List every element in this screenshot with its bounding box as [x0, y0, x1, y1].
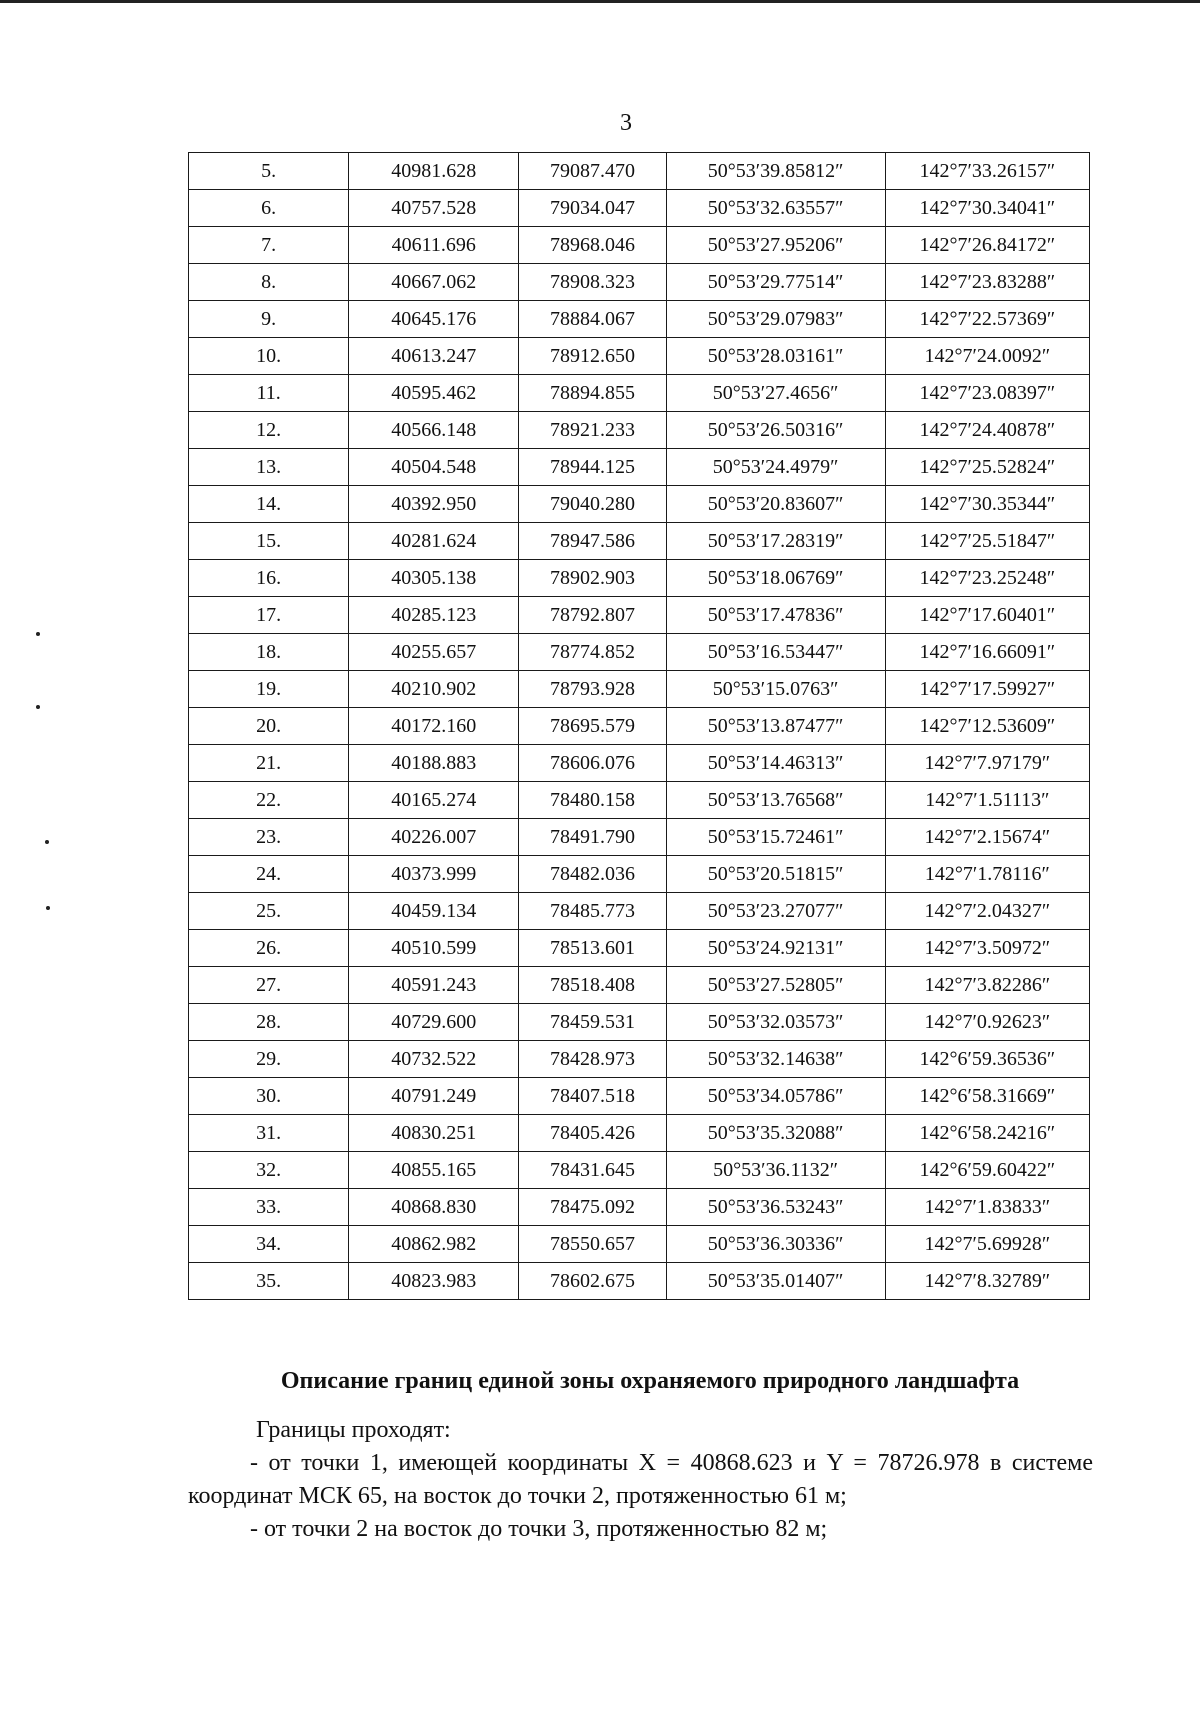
- table-row: [189, 1152, 1090, 1189]
- point-number-cell: 20.: [189, 708, 349, 745]
- longitude-cell: 142°7′3.50972″: [885, 930, 1089, 967]
- latitude-cell: 50°53′15.72461″: [666, 819, 885, 856]
- point-number-cell: 10.: [189, 338, 349, 375]
- y-coordinate-cell: 78518.408: [519, 967, 666, 1004]
- y-coordinate-cell: 78912.650: [519, 338, 666, 375]
- latitude-cell: 50°53′32.03573″: [666, 1004, 885, 1041]
- y-coordinate-cell: 78602.675: [519, 1263, 666, 1300]
- x-coordinate-cell: 40667.062: [349, 264, 519, 301]
- table-row: [189, 301, 1090, 338]
- table-row: [189, 449, 1090, 486]
- scan-speck: [45, 840, 49, 844]
- longitude-cell: 142°7′17.59927″: [885, 671, 1089, 708]
- table-row: [189, 412, 1090, 449]
- point-number-cell: 31.: [189, 1115, 349, 1152]
- x-coordinate-cell: 40172.160: [349, 708, 519, 745]
- point-number-cell: 29.: [189, 1041, 349, 1078]
- y-coordinate-cell: 78428.973: [519, 1041, 666, 1078]
- longitude-cell: 142°7′30.34041″: [885, 190, 1089, 227]
- point-number-cell: 9.: [189, 301, 349, 338]
- table-row: [189, 1078, 1090, 1115]
- longitude-cell: 142°7′7.97179″: [885, 745, 1089, 782]
- longitude-cell: 142°7′5.69928″: [885, 1226, 1089, 1263]
- point-number-cell: 17.: [189, 597, 349, 634]
- x-coordinate-cell: 40305.138: [349, 560, 519, 597]
- longitude-cell: 142°7′30.35344″: [885, 486, 1089, 523]
- table-row: [189, 634, 1090, 671]
- y-coordinate-cell: 78793.928: [519, 671, 666, 708]
- latitude-cell: 50°53′29.07983″: [666, 301, 885, 338]
- latitude-cell: 50°53′24.4979″: [666, 449, 885, 486]
- latitude-cell: 50°53′20.83607″: [666, 486, 885, 523]
- y-coordinate-cell: 78968.046: [519, 227, 666, 264]
- point-number-cell: 12.: [189, 412, 349, 449]
- longitude-cell: 142°7′26.84172″: [885, 227, 1089, 264]
- y-coordinate-cell: 78480.158: [519, 782, 666, 819]
- point-number-cell: 35.: [189, 1263, 349, 1300]
- longitude-cell: 142°7′23.08397″: [885, 375, 1089, 412]
- longitude-cell: 142°7′25.52824″: [885, 449, 1089, 486]
- point-number-cell: 24.: [189, 856, 349, 893]
- point-number-cell: 6.: [189, 190, 349, 227]
- y-coordinate-cell: 78407.518: [519, 1078, 666, 1115]
- x-coordinate-cell: 40504.548: [349, 449, 519, 486]
- x-coordinate-cell: 40791.249: [349, 1078, 519, 1115]
- latitude-cell: 50°53′17.47836″: [666, 597, 885, 634]
- y-coordinate-cell: 79034.047: [519, 190, 666, 227]
- table-row: [189, 264, 1090, 301]
- x-coordinate-cell: 40188.883: [349, 745, 519, 782]
- point-number-cell: 14.: [189, 486, 349, 523]
- point-number-cell: 32.: [189, 1152, 349, 1189]
- point-number-cell: 27.: [189, 967, 349, 1004]
- y-coordinate-cell: 78513.601: [519, 930, 666, 967]
- latitude-cell: 50°53′16.53447″: [666, 634, 885, 671]
- boundary-description: [188, 1414, 1093, 1546]
- longitude-cell: 142°7′23.83288″: [885, 264, 1089, 301]
- x-coordinate-cell: 40255.657: [349, 634, 519, 671]
- point-number-cell: 30.: [189, 1078, 349, 1115]
- y-coordinate-cell: 78405.426: [519, 1115, 666, 1152]
- x-coordinate-cell: 40566.148: [349, 412, 519, 449]
- y-coordinate-cell: 78606.076: [519, 745, 666, 782]
- point-number-cell: 22.: [189, 782, 349, 819]
- longitude-cell: 142°7′2.04327″: [885, 893, 1089, 930]
- y-coordinate-cell: 78459.531: [519, 1004, 666, 1041]
- y-coordinate-cell: 78792.807: [519, 597, 666, 634]
- table-row: [189, 597, 1090, 634]
- x-coordinate-cell: 40830.251: [349, 1115, 519, 1152]
- point-number-cell: 11.: [189, 375, 349, 412]
- section-heading: Описание границ единой зоны охраняемого природного ландшафта: [280, 1368, 1020, 1394]
- table-row: [189, 560, 1090, 597]
- x-coordinate-cell: 40981.628: [349, 153, 519, 190]
- table-row: [189, 856, 1090, 893]
- longitude-cell: 142°7′0.92623″: [885, 1004, 1089, 1041]
- x-coordinate-cell: 40281.624: [349, 523, 519, 560]
- scan-speck: [36, 705, 40, 709]
- latitude-cell: 50°53′27.95206″: [666, 227, 885, 264]
- latitude-cell: 50°53′35.01407″: [666, 1263, 885, 1300]
- latitude-cell: 50°53′27.52805″: [666, 967, 885, 1004]
- boundary-item: - от точки 2 на восток до точки 3, протяженностью 82 м;: [250, 1516, 828, 1542]
- latitude-cell: 50°53′36.30336″: [666, 1226, 885, 1263]
- scan-top-edge: [0, 0, 1200, 3]
- longitude-cell: 142°6′58.24216″: [885, 1115, 1089, 1152]
- table-row: [189, 486, 1090, 523]
- latitude-cell: 50°53′39.85812″: [666, 153, 885, 190]
- x-coordinate-cell: 40868.830: [349, 1189, 519, 1226]
- longitude-cell: 142°7′25.51847″: [885, 523, 1089, 560]
- y-coordinate-cell: 78921.233: [519, 412, 666, 449]
- point-number-cell: 16.: [189, 560, 349, 597]
- point-number-cell: 26.: [189, 930, 349, 967]
- longitude-cell: 142°7′12.53609″: [885, 708, 1089, 745]
- point-number-cell: 8.: [189, 264, 349, 301]
- point-number-cell: 7.: [189, 227, 349, 264]
- longitude-cell: 142°7′8.32789″: [885, 1263, 1089, 1300]
- point-number-cell: 19.: [189, 671, 349, 708]
- latitude-cell: 50°53′23.27077″: [666, 893, 885, 930]
- latitude-cell: 50°53′36.1132″: [666, 1152, 885, 1189]
- table-row: [189, 1226, 1090, 1263]
- longitude-cell: 142°7′24.0092″: [885, 338, 1089, 375]
- page-number: 3: [620, 110, 632, 136]
- point-number-cell: 33.: [189, 1189, 349, 1226]
- latitude-cell: 50°53′36.53243″: [666, 1189, 885, 1226]
- point-number-cell: 23.: [189, 819, 349, 856]
- x-coordinate-cell: 40862.982: [349, 1226, 519, 1263]
- latitude-cell: 50°53′35.32088″: [666, 1115, 885, 1152]
- longitude-cell: 142°6′58.31669″: [885, 1078, 1089, 1115]
- y-coordinate-cell: 78908.323: [519, 264, 666, 301]
- y-coordinate-cell: 78902.903: [519, 560, 666, 597]
- longitude-cell: 142°7′16.66091″: [885, 634, 1089, 671]
- y-coordinate-cell: 78695.579: [519, 708, 666, 745]
- x-coordinate-cell: 40392.950: [349, 486, 519, 523]
- latitude-cell: 50°53′20.51815″: [666, 856, 885, 893]
- y-coordinate-cell: 79040.280: [519, 486, 666, 523]
- latitude-cell: 50°53′13.87477″: [666, 708, 885, 745]
- latitude-cell: 50°53′13.76568″: [666, 782, 885, 819]
- table-row: [189, 375, 1090, 412]
- table-row: [189, 190, 1090, 227]
- y-coordinate-cell: 78947.586: [519, 523, 666, 560]
- boundary-intro: Границы проходят:: [256, 1417, 451, 1443]
- latitude-cell: 50°53′29.77514″: [666, 264, 885, 301]
- boundary-item: - от точки 1, имеющей координаты X = 40868.623 и Y = 78726.978 в системе координат МСК 65, на восток до точки 2, протяженностью 61 м;: [188, 1450, 1093, 1509]
- table-row: [189, 930, 1090, 967]
- longitude-cell: 142°7′1.51113″: [885, 782, 1089, 819]
- x-coordinate-cell: 40210.902: [349, 671, 519, 708]
- point-number-cell: 34.: [189, 1226, 349, 1263]
- latitude-cell: 50°53′26.50316″: [666, 412, 885, 449]
- x-coordinate-cell: 40823.983: [349, 1263, 519, 1300]
- x-coordinate-cell: 40510.599: [349, 930, 519, 967]
- y-coordinate-cell: 78485.773: [519, 893, 666, 930]
- coordinates-table: [188, 152, 1090, 1300]
- x-coordinate-cell: 40611.696: [349, 227, 519, 264]
- table-row: [189, 338, 1090, 375]
- table-row: [189, 745, 1090, 782]
- x-coordinate-cell: 40645.176: [349, 301, 519, 338]
- point-number-cell: 28.: [189, 1004, 349, 1041]
- x-coordinate-cell: 40729.600: [349, 1004, 519, 1041]
- latitude-cell: 50°53′14.46313″: [666, 745, 885, 782]
- table-row: [189, 893, 1090, 930]
- longitude-cell: 142°6′59.60422″: [885, 1152, 1089, 1189]
- latitude-cell: 50°53′32.14638″: [666, 1041, 885, 1078]
- y-coordinate-cell: 78550.657: [519, 1226, 666, 1263]
- y-coordinate-cell: 78491.790: [519, 819, 666, 856]
- latitude-cell: 50°53′15.0763″: [666, 671, 885, 708]
- table-row: [189, 782, 1090, 819]
- longitude-cell: 142°7′24.40878″: [885, 412, 1089, 449]
- latitude-cell: 50°53′17.28319″: [666, 523, 885, 560]
- table-row: [189, 153, 1090, 190]
- point-number-cell: 5.: [189, 153, 349, 190]
- longitude-cell: 142°7′3.82286″: [885, 967, 1089, 1004]
- x-coordinate-cell: 40757.528: [349, 190, 519, 227]
- longitude-cell: 142°7′1.83833″: [885, 1189, 1089, 1226]
- point-number-cell: 21.: [189, 745, 349, 782]
- y-coordinate-cell: 78884.067: [519, 301, 666, 338]
- longitude-cell: 142°6′59.36536″: [885, 1041, 1089, 1078]
- point-number-cell: 25.: [189, 893, 349, 930]
- table-row: [189, 523, 1090, 560]
- longitude-cell: 142°7′2.15674″: [885, 819, 1089, 856]
- longitude-cell: 142°7′22.57369″: [885, 301, 1089, 338]
- y-coordinate-cell: 78774.852: [519, 634, 666, 671]
- table-row: [189, 1041, 1090, 1078]
- scan-speck: [46, 906, 50, 910]
- y-coordinate-cell: 78431.645: [519, 1152, 666, 1189]
- table-row: [189, 708, 1090, 745]
- longitude-cell: 142°7′23.25248″: [885, 560, 1089, 597]
- latitude-cell: 50°53′34.05786″: [666, 1078, 885, 1115]
- table-row: [189, 819, 1090, 856]
- y-coordinate-cell: 78894.855: [519, 375, 666, 412]
- table-row: [189, 1115, 1090, 1152]
- table-row: [189, 1004, 1090, 1041]
- x-coordinate-cell: 40732.522: [349, 1041, 519, 1078]
- longitude-cell: 142°7′33.26157″: [885, 153, 1089, 190]
- latitude-cell: 50°53′32.63557″: [666, 190, 885, 227]
- table-row: [189, 1189, 1090, 1226]
- x-coordinate-cell: 40855.165: [349, 1152, 519, 1189]
- x-coordinate-cell: 40226.007: [349, 819, 519, 856]
- table-row: [189, 671, 1090, 708]
- table-row: [189, 1263, 1090, 1300]
- point-number-cell: 18.: [189, 634, 349, 671]
- table-row: [189, 967, 1090, 1004]
- x-coordinate-cell: 40285.123: [349, 597, 519, 634]
- latitude-cell: 50°53′24.92131″: [666, 930, 885, 967]
- longitude-cell: 142°7′1.78116″: [885, 856, 1089, 893]
- x-coordinate-cell: 40613.247: [349, 338, 519, 375]
- x-coordinate-cell: 40595.462: [349, 375, 519, 412]
- latitude-cell: 50°53′18.06769″: [666, 560, 885, 597]
- scan-speck: [36, 632, 40, 636]
- x-coordinate-cell: 40459.134: [349, 893, 519, 930]
- y-coordinate-cell: 78475.092: [519, 1189, 666, 1226]
- coordinates-table-body: [189, 153, 1090, 1300]
- point-number-cell: 13.: [189, 449, 349, 486]
- longitude-cell: 142°7′17.60401″: [885, 597, 1089, 634]
- y-coordinate-cell: 78944.125: [519, 449, 666, 486]
- latitude-cell: 50°53′27.4656″: [666, 375, 885, 412]
- table-row: [189, 227, 1090, 264]
- point-number-cell: 15.: [189, 523, 349, 560]
- x-coordinate-cell: 40165.274: [349, 782, 519, 819]
- latitude-cell: 50°53′28.03161″: [666, 338, 885, 375]
- y-coordinate-cell: 78482.036: [519, 856, 666, 893]
- y-coordinate-cell: 79087.470: [519, 153, 666, 190]
- x-coordinate-cell: 40373.999: [349, 856, 519, 893]
- x-coordinate-cell: 40591.243: [349, 967, 519, 1004]
